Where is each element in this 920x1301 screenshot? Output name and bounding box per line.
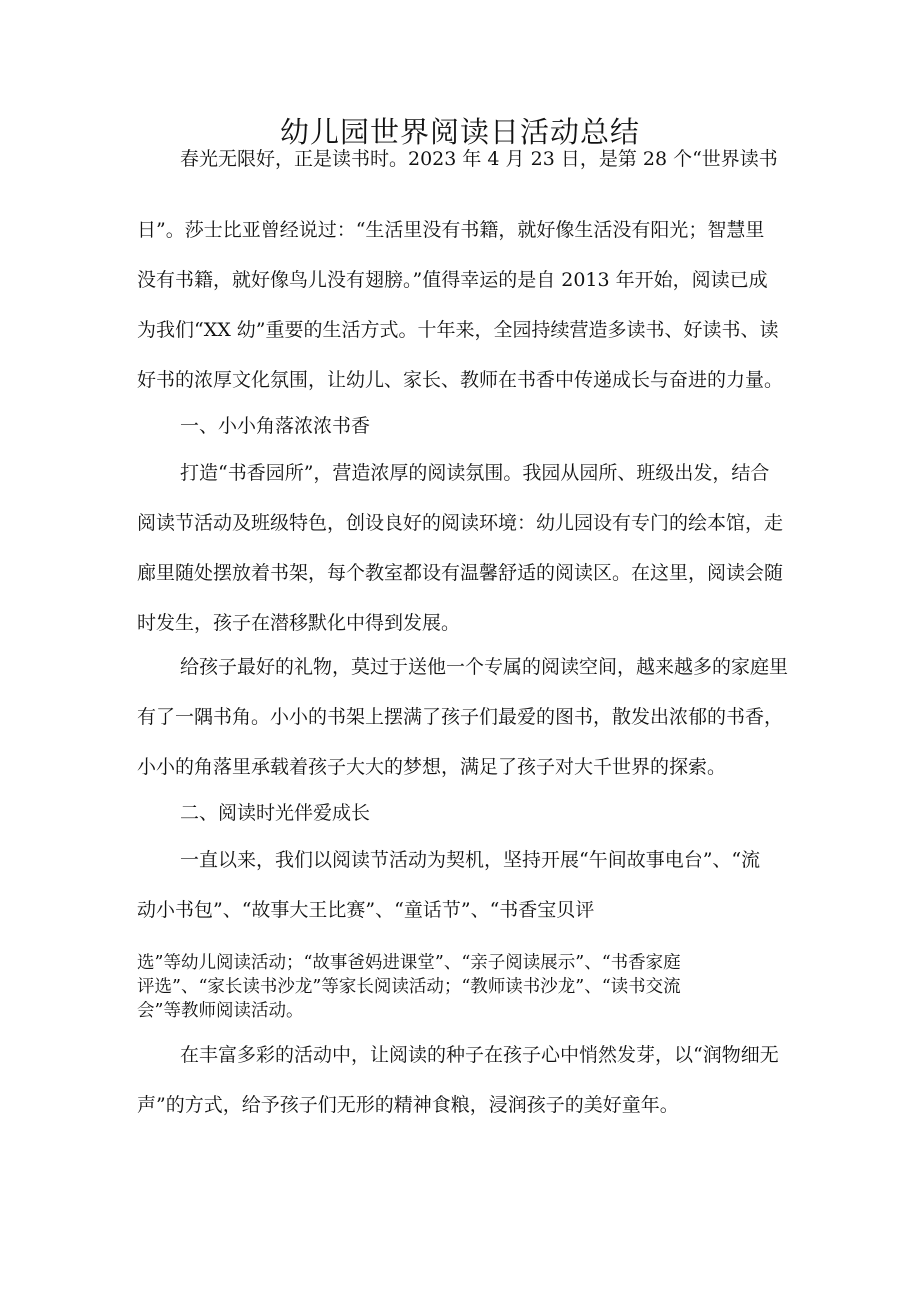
- paragraph-5-line-1: 在丰富多彩的活动中，让阅读的种子在孩子心中悄然发芽，以“润物细无: [180, 1044, 779, 1066]
- paragraph-2-line-2: 阅读节活动及班级特色，创设良好的阅读环境：幼儿园设有专门的绘本馆，走: [137, 512, 784, 534]
- paragraph-4-line-1: 一直以来，我们以阅读节活动为契机，坚持开展“午间故事电台”、“流: [180, 849, 761, 871]
- paragraph-4-line-2: 动小书包”、“故事大王比赛”、“童话节”、“书香宝贝评: [137, 899, 595, 921]
- paragraph-4-line-5: 会”等教师阅读活动。: [137, 1001, 304, 1021]
- paragraph-4-line-3: 选”等幼儿阅读活动；“故事爸妈进课堂”、“亲子阅读展示”、“书香家庭: [137, 953, 681, 973]
- paragraph-4-line-4: 评选”、“家长读书沙龙”等家长阅读活动；“教师读书沙龙”、“读书交流: [137, 977, 681, 997]
- section-heading-1: 一、小小角落浓浓书香: [180, 415, 371, 437]
- paragraph-3-line-1: 给孩子最好的礼物，莫过于送他一个专属的阅读空间，越来越多的家庭里: [180, 656, 789, 678]
- document-title: 幼儿园世界阅读日活动总结: [279, 115, 640, 149]
- paragraph-3-line-3: 小小的角落里承载着孩子大大的梦想，满足了孩子对大千世界的探索。: [137, 756, 727, 778]
- paragraph-1-line-3: 没有书籍，就好像鸟儿没有翅膀。”值得幸运的是自 2013 年开始，阅读已成: [137, 269, 768, 291]
- paragraph-1-line-5: 好书的浓厚文化氛围，让幼儿、家长、教师在书香中传递成长与奋进的力量。: [137, 369, 784, 391]
- section-heading-2: 二、阅读时光伴爱成长: [180, 802, 371, 824]
- paragraph-3-line-2: 有了一隅书角。小小的书架上摆满了孩子们最爱的图书，散发出浓郁的书香，: [137, 706, 784, 728]
- paragraph-1-line-1: 春光无限好，正是读书时。2023 年 4 月 23 日，是第 28 个“世界读书: [180, 148, 778, 170]
- paragraph-2-line-4: 时发生，孩子在潜移默化中得到发展。: [137, 612, 461, 634]
- paragraph-1-line-2: 日”。莎士比亚曾经说过：“生活里没有书籍，就好像生活没有阳光；智慧里: [137, 219, 765, 241]
- paragraph-2-line-1: 打造“书香园所”，营造浓厚的阅读氛围。我园从园所、班级出发，结合: [180, 462, 770, 484]
- paragraph-1-line-4: 为我们“XX 幼”重要的生活方式。十年来，全园持续营造多读书、好读书、读: [137, 319, 779, 341]
- paragraph-2-line-3: 廊里随处摆放着书架，每个教室都设有温馨舒适的阅读区。在这里，阅读会随: [137, 562, 784, 584]
- paragraph-5-line-2: 声”的方式，给予孩子们无形的精神食粮，浸润孩子的美好童年。: [137, 1094, 679, 1116]
